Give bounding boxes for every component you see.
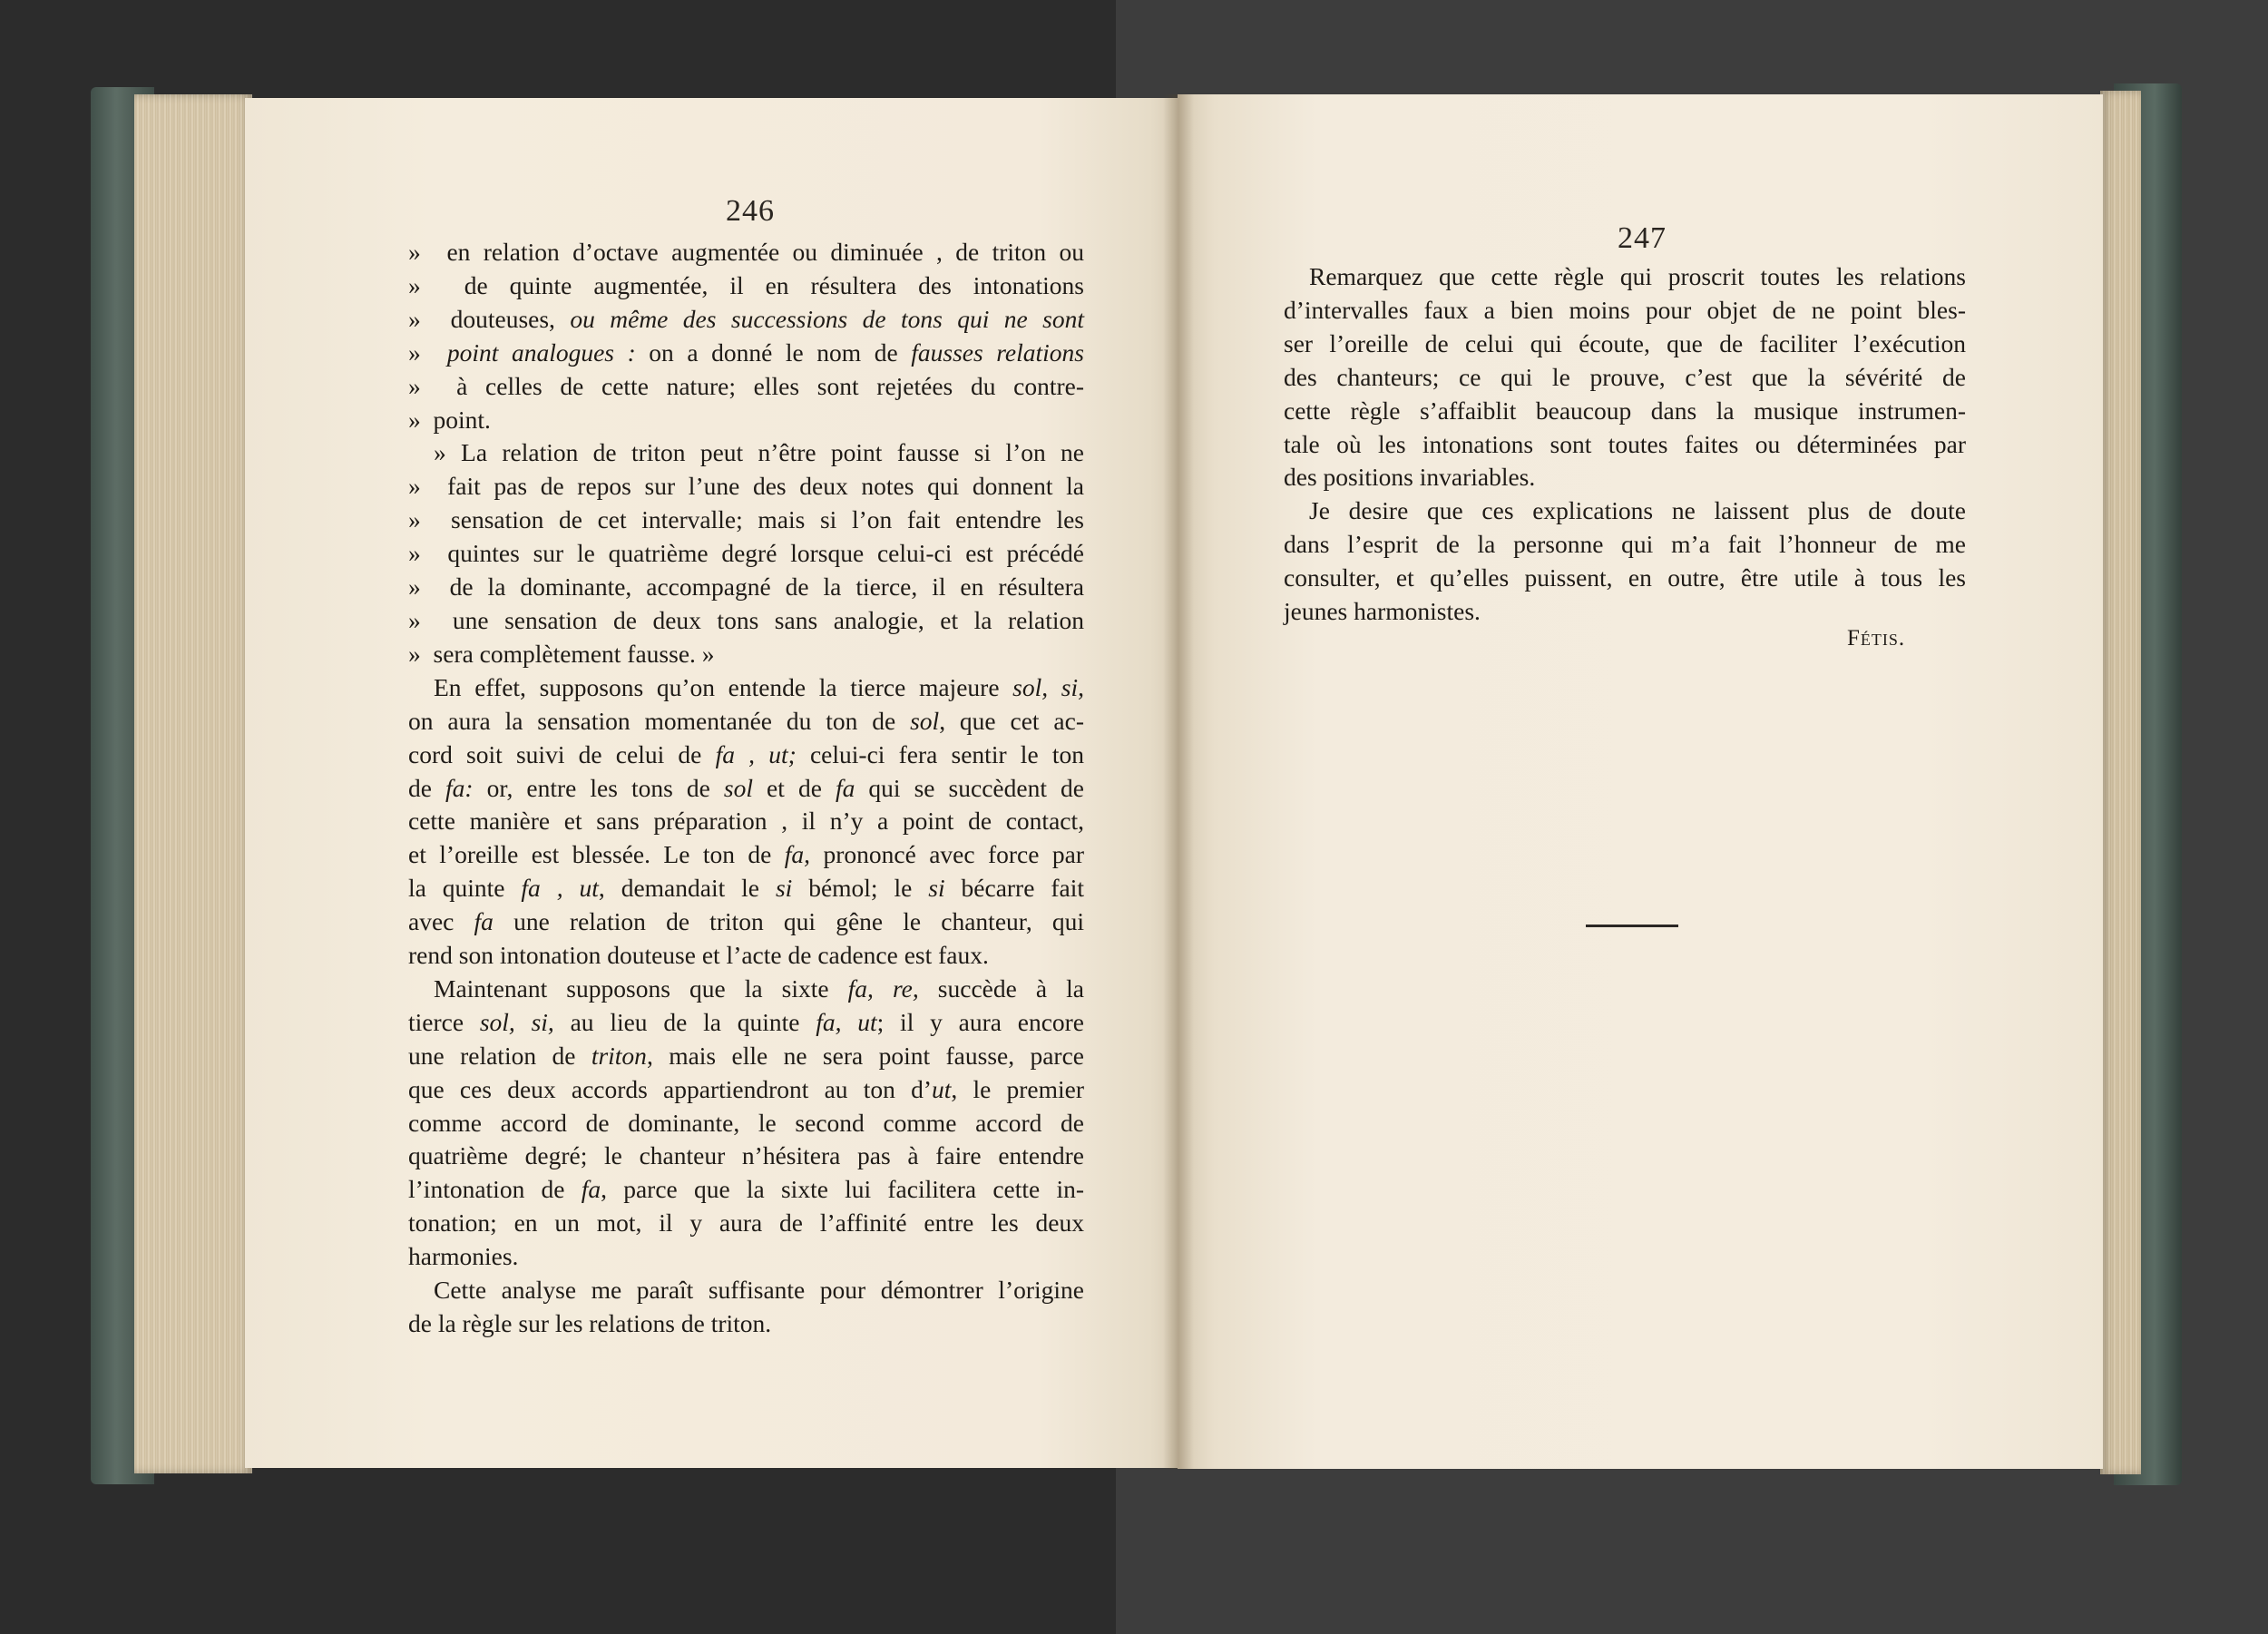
text-line [408, 772, 1084, 806]
text-line [408, 671, 1084, 705]
italic-text: sol, si, [1012, 672, 1084, 701]
italic-text: fa: [445, 773, 474, 802]
text-run: de [408, 773, 446, 802]
text-line: consulter, et qu’elles puissent, en outre, être utile à tous les [1284, 563, 1966, 592]
italic-text: fa [581, 1175, 601, 1204]
text-run: , demandait le [598, 874, 776, 903]
text-run: , mais elle ne sera point fausse, parce [646, 1041, 1085, 1070]
text-line: rend son intonation douteuse et l’acte de cadence est faux. [408, 941, 989, 970]
italic-text: sol [723, 773, 753, 802]
book-gutter [1163, 94, 1194, 1469]
text-run: la quinte [408, 874, 522, 903]
italic-text: sol [910, 706, 940, 735]
page-edges-left [134, 94, 252, 1473]
page-edges-right [2100, 91, 2141, 1474]
text-line: » sera complètement fausse. » [408, 638, 1084, 671]
text-run: celui-ci fera sentir le ton [796, 739, 1084, 768]
text-line [408, 973, 1084, 1006]
text-line: » une sensation de deux tons sans analogie, et la relation [408, 604, 1084, 638]
author-signature: Fétis. [1847, 626, 1906, 651]
page-number-left: 246 [726, 194, 775, 228]
text-line [408, 337, 1084, 370]
text-run: prononcé avec force par [810, 840, 1084, 869]
text-run: Maintenant supposons que la sixte [434, 974, 848, 1003]
text-line: tale où les intonations sont toutes faites ou déterminées par [1284, 429, 1966, 458]
text-run: on a donné le nom de [635, 338, 912, 367]
text-run: l’intonation de [408, 1175, 582, 1204]
text-line: cette manière et sans préparation , il n’y a point de contact, [408, 807, 1084, 836]
text-line: comme accord de dominante, le second comme accord de [408, 1108, 1084, 1137]
right-page-text [1284, 260, 1966, 629]
text-line [408, 705, 1084, 739]
text-line: Cette analyse me paraît suffisante pour démontrer l’origine [434, 1276, 1084, 1305]
text-line [408, 905, 1084, 939]
text-run: au lieu de la quinte [553, 1007, 816, 1036]
text-line [408, 1040, 1084, 1073]
text-line [408, 1006, 1084, 1040]
italic-text: fa , ut; [715, 739, 797, 768]
text-run: douteuses, [450, 304, 571, 333]
text-run: , parce que la sixte lui facilitera cette in- [601, 1175, 1084, 1204]
text-line: cette règle s’affaiblit beaucoup dans la musique instrumen- [1284, 396, 1966, 425]
text-line: Je desire que ces explications ne laissent plus de doute [1309, 496, 1966, 525]
text-run: bécarre fait [944, 874, 1084, 903]
text-line [408, 303, 1084, 337]
italic-text: sol, si, [479, 1007, 554, 1036]
text-line: tonation; en un mot, il y aura de l’affinité entre les deux [408, 1208, 1084, 1238]
text-run: que ces deux accords appartiendront au ton d’ [408, 1074, 932, 1103]
text-line: quatrième degré; le chanteur n’hésitera pas à faire entendre [408, 1141, 1084, 1170]
text-line: harmonies. [408, 1242, 519, 1271]
italic-text: point analogues : [446, 338, 636, 367]
italic-text: fa, [784, 840, 811, 869]
italic-text: si [775, 874, 793, 903]
text-run: une relation de triton qui gêne le chanteur, qui [493, 907, 1084, 936]
text-line [408, 872, 1084, 905]
text-line: Remarquez que cette règle qui proscrit toutes les relations [1309, 262, 1966, 290]
text-line: » quintes sur le quatrième degré lorsque celui-ci est précédé [408, 537, 1084, 571]
text-line [408, 1073, 1084, 1107]
italic-text: si [928, 874, 945, 903]
text-line: » de quinte augmentée, il en résultera des intonations [408, 269, 1084, 303]
text-line: jeunes harmonistes. [1284, 597, 1481, 626]
text-run: En effet, supposons qu’on entende la tierce majeure [434, 672, 1013, 701]
text-run: qui se succèdent de [855, 773, 1084, 802]
text-run: avec [408, 907, 474, 936]
text-line: ser l’oreille de celui qui écoute, que de faciliter l’exécution [1284, 328, 1966, 357]
text-run: et l’oreille est blessée. Le ton de [408, 840, 785, 869]
text-line: » de la dominante, accompagné de la tierce, il en résultera [408, 571, 1084, 604]
text-run: succède à la [918, 974, 1084, 1003]
text-line: » sensation de cet intervalle; mais si l’on fait entendre les [408, 504, 1084, 537]
italic-text: fa , ut [521, 874, 599, 903]
text-run: on aura la sensation momentanée du ton de [408, 706, 911, 735]
italic-text: triton [591, 1041, 647, 1070]
text-line: » La relation de triton peut n’être point fausse si l’on ne [434, 438, 1084, 467]
text-line: » en relation d’octave augmentée ou diminuée , de triton ou [408, 236, 1084, 269]
text-line: des positions invariables. [1284, 463, 1536, 492]
text-line: dans l’esprit de la personne qui m’a fait l’honneur de me [1284, 530, 1966, 559]
text-run: une relation de [408, 1041, 591, 1070]
text-line: » à celles de cette nature; elles sont rejetées du contre- [408, 370, 1084, 404]
text-run: , le premier [951, 1074, 1084, 1103]
text-run: bémol; le [792, 874, 929, 903]
italic-text: fa [835, 773, 855, 802]
text-run: , que cet ac- [939, 706, 1085, 735]
italic-text: fa, re, [847, 974, 919, 1003]
text-run: et de [752, 773, 836, 802]
text-line [408, 1173, 1084, 1207]
text-line: de la règle sur les relations de triton. [408, 1309, 772, 1337]
text-line: des chanteurs; ce qui le prouve, c’est que la sévérité de [1284, 362, 1966, 391]
italic-text: ou même des successions de tons qui ne sont [570, 304, 1085, 333]
text-run: tierce [408, 1007, 480, 1036]
text-run: ; il y aura encore [876, 1007, 1085, 1036]
page-number-right: 247 [1618, 221, 1667, 255]
text-run: cord soit suivi de celui de [408, 739, 716, 768]
text-run: or, entre les tons de [473, 773, 724, 802]
italic-text: ut [931, 1074, 952, 1103]
italic-text: fausses relations [911, 338, 1085, 367]
italic-text: fa, ut [816, 1007, 877, 1036]
text-line: » fait pas de repos sur l’une des deux notes qui donnent la [408, 470, 1084, 504]
text-line [408, 838, 1084, 872]
text-line [408, 739, 1084, 772]
section-divider-rule [1586, 925, 1678, 927]
italic-text: fa [474, 907, 494, 936]
text-line: » point. [408, 404, 1084, 437]
left-page-text [408, 236, 1084, 1341]
text-line: d’intervalles faux a bien moins pour objet de ne point bles- [1284, 295, 1966, 324]
